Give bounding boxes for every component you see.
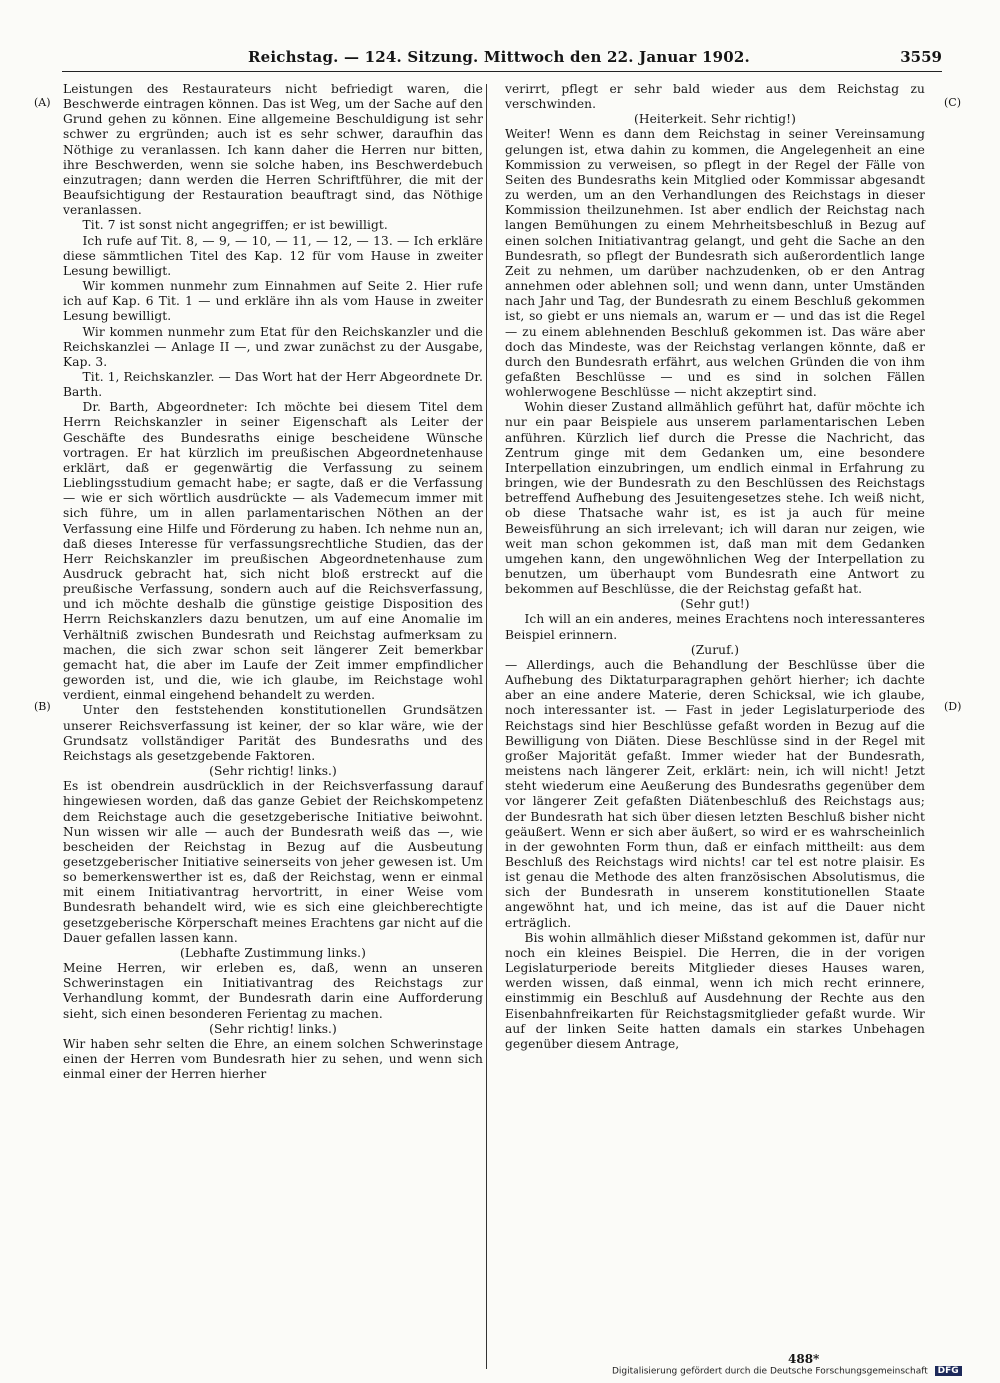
interjection: (Sehr richtig! links.) [209, 764, 337, 779]
paragraph: Ich will an ein anderes, meines Erachtens noch interessanteres Beispiel erinnern. [505, 612, 925, 642]
paragraph: Wir kommen nunmehr zum Etat für den Reichskanzler und die Reichskanzlei — Anlage II —, und zwar zunächst zu der Ausgabe, Kap. 3. [63, 324, 483, 369]
paragraph: verirrt, pflegt er sehr bald wieder aus dem Reichstag zu verschwinden. [505, 82, 925, 112]
column-divider [486, 84, 487, 1369]
margin-marker-d: (D) [944, 700, 962, 713]
interjection: (Zuruf.) [690, 642, 740, 657]
credit-text: Digitalisierung gefördert durch die Deutsche Forschungsgemeinschaft [612, 1366, 928, 1377]
page-number: 3559 [900, 48, 942, 66]
interjection: (Sehr richtig! links.) [209, 1021, 337, 1036]
header-rule [62, 71, 942, 72]
paragraph: Tit. 7 ist sonst nicht angegriffen; er ist bewilligt. [82, 218, 388, 233]
paragraph: Tit. 1, Reichskanzler. — Das Wort hat der Herr Abgeordnete Dr. Barth. [63, 369, 483, 400]
running-header [62, 48, 942, 70]
interjection: (Lebhafte Zustimmung links.) [179, 945, 367, 960]
interjection: (Sehr gut!) [680, 597, 750, 612]
digitization-credit [612, 1366, 962, 1377]
paragraph: Weiter! Wenn es dann dem Reichstag in seiner Vereinsamung gelungen ist, etwa dahin zu kommen, die Angelegenheit an eine Kommission zu verweisen, so pflegt in der Regel der Fälle von Seiten des Bundesraths kein Mitglied oder Kommissar abgesandt zu werden, um an den Verhandlungen des Reichstags in dieser Kommission theilzunehmen. Ist aber endlich der Reichstag nach langen Bemühungen zu einem Mehrheitsbeschluß in Bezug auf einen solchen Initiativantrag gelangt, und geht die Sache an den Bundesrath, so pflegt der Bundesrath sich außerordentlich lange Zeit zu nehmen, um darüber nachzudenken, ob er den Antrag annehmen oder ablehnen soll; und wenn dann, unter Umständen nach Jahr und Tag, der Bundesrath zu einem Beschluß gekommen ist, so giebt er uns niemals an, warum er — und das ist die Regel — zu einem ablehnenden Beschluß gekommen ist. Das wäre aber doch das Mindeste, was der Reichstag verlangen könnte, daß er durch den Bundesrath erfährt, aus welchen Gründen die von ihm gefaßten Beschlüsse — und es sind in solchen Fällen wohlerwogene Beschlüsse — nicht akzeptirt sind. [505, 127, 925, 400]
right-column [505, 82, 925, 1052]
paragraph: Meine Herren, wir erleben es, daß, wenn an unseren Schwerinstagen ein Initiativantrag des Reichstags zur Verhandlung kommt, der Bundesrath darin eine Aufforderung sieht, sich einen besonderen Ferientag zu machen. [63, 961, 483, 1021]
dfg-logo: DFG [935, 1366, 962, 1376]
paragraph: Wir kommen nunmehr zum Einnahmen auf Seite 2. Hier rufe ich auf Kap. 6 Tit. 1 — und erkläre ihn als vom Hause in zweiter Lesung bewilligt. [63, 279, 483, 324]
paragraph: Es ist obendrein ausdrücklich in der Reichsverfassung darauf hingewiesen worden, daß das ganze Gebiet der Reichskompetenz dem Reichstage auch die gesetzgeberische Initiative beiwohnt. Nun wissen wir alle — auch der Bundesrath weiß das —, wie bescheiden der Reichstag in Bezug auf die Ausbeutung gesetzgeberischer Initiative seinerseits von jeher gewesen ist. Um so bemerkenswerther ist es, daß der Reichstag, wenn er einmal mit einem Initiativantrag hervortritt, in einer Weise vom Bundesrath behandelt wird, wie es sich eine gleichberechtigte gesetzgeberische Körperschaft meines Erachtens gar nicht auf die Dauer gefallen lassen kann. [63, 779, 483, 945]
paragraph: Ich rufe auf Tit. 8, — 9, — 10, — 11, — 12, — 13. — Ich erkläre diese sämmtlichen Titel des Kap. 12 für vom Hause in zweiter Lesung bewilligt. [63, 233, 483, 278]
left-column [63, 82, 483, 1082]
margin-marker-a: (A) [34, 96, 51, 109]
paragraph: Bis wohin allmählich dieser Mißstand gekommen ist, dafür nur noch ein kleines Beispiel. Die Herren, die in der vorigen Legislaturperiode bereits Mitglieder dieses Hauses waren, werden wissen, daß einmal, wenn ich mich recht erinnere, einstimmig ein Beschluß auf Ausdehnung der Rechte aus den Eisenbahnfreikarten für Reichstagsmitglieder gefaßt wurde. Wir auf der linken Seite hatten damals ein starkes Unbehagen gegenüber diesem Antrage, [505, 930, 925, 1051]
paragraph: Dr. Barth, Abgeordneter: Ich möchte bei diesem Titel dem Herrn Reichskanzler in seiner Eigenschaft als Leiter der Geschäfte des Bundesraths einige bescheidene Wünsche vortragen. Er hat kürzlich im preußischen Abgeordnetenhause erklärt, daß er gegenwärtig die Verfassung zu seinem Lieblingsstudium gemacht habe; er sagte, daß er die Verfassung — wie er sich wörtlich ausdrückte — als Vademecum immer mit sich führe, um in allen parlamentarischen Nöthen an der Verfassung eine Hilfe und Förderung zu haben. Ich nehme nun an, daß dieses Interesse für verfassungsrechtliche Studien, das der Herr Reichskanzler im preußischen Abgeordnetenhause zum Ausdruck gebracht hat, sich nicht bloß erstreckt auf die preußische Verfassung, sondern auch auf die Reichsverfassung, und ich möchte deshalb die günstige geistige Disposition des Herrn Reichskanzlers dazu benutzen, um auf eine Anomalie im Verhältniß zwischen Bundesrath und Reichstag aufmerksam zu machen, die sich zwar schon seit längerer Zeit bemerkbar gemacht hat, die aber im Laufe der Zeit immer empfindlicher geworden ist, und die, wie ich glaube, im Reichstage wohl verdient, einmal eingehend behandelt zu werden. [63, 400, 483, 703]
margin-marker-b: (B) [34, 700, 51, 713]
sheet-signature: 488* [788, 1352, 820, 1366]
header-title: Reichstag. — 124. Sitzung. Mittwoch den 22. Januar 1902. [248, 48, 750, 66]
paragraph: Leistungen des Restaurateurs nicht befriedigt waren, die Beschwerde eintragen können. Das ist Weg, um der Sache auf den Grund gehen zu können. Eine allgemeine Beschuldigung ist sehr schwer zu ergründen; auch ist es sehr schwer, daraufhin das Nöthige zu veranlassen. Ich kann daher die Herren nur bitten, ihre Beschwerden, wenn sie solche haben, ins Beschwerdebuch einzutragen; dann werden die Herren Schriftführer, die mit der Beaufsichtigung der Restauration beauftragt sind, das Nöthige veranlassen. [63, 82, 483, 218]
interjection: (Heiterkeit. Sehr richtig!) [633, 112, 797, 127]
paragraph: Unter den feststehenden konstitutionellen Grundsätzen unserer Reichsverfassung ist keiner, der so klar wäre, wie der Grundsatz vollständiger Parität des Bundesraths und des Reichstags als gesetzgebende Faktoren. [63, 703, 483, 763]
paragraph: Wohin dieser Zustand allmählich geführt hat, dafür möchte ich nur ein paar Beispiele aus unserem parlamentarischen Leben anführen. Kürzlich lief durch die Presse die Nachricht, das Zentrum ginge mit dem Gedanken um, eine besondere Interpellation einzubringen, um endlich einmal in Erfahrung zu bringen, wie der Bundesrath zu den Beschlüssen des Reichstags betreffend Aufhebung des Jesuitengesetzes stehe. Ich weiß nicht, ob diese Thatsache wahr ist, es ist ja auch für meine Beweisführung an sich irrelevant; ich will daran nur zeigen, wie weit man schon gekommen ist, daß man mit dem Gedanken umgehen kann, den ungewöhnlichen Weg der Interpellation zu benutzen, um überhaupt vom Bundesrath eine Antwort zu bekommen auf Beschlüsse, die der Reichstag gefaßt hat. [505, 400, 925, 597]
paragraph: Wir haben sehr selten die Ehre, an einem solchen Schwerinstage einen der Herren vom Bundesrath hier zu sehen, und wenn sich einmal einer der Herren hierher [63, 1036, 483, 1082]
margin-marker-c: (C) [944, 96, 961, 109]
paragraph: — Allerdings, auch die Behandlung der Beschlüsse über die Aufhebung des Diktaturparagraphen gehört hierher; ich dachte aber an eine andere Materie, deren Schicksal, wie ich glaube, noch interessanter ist. — Fast in jeder Legislaturperiode des Reichstags sind hier Beschlüsse gefaßt worden in Bezug auf die Bewilligung von Diäten. Diese Beschlüsse sind in der Regel mit großer Majorität gefaßt. Immer wieder hat der Bundesrath, meistens nach längerer Zeit, erklärt: nein, ich will nicht! Jetzt steht wiederum eine Aeußerung des Bundesraths gegenüber dem vor längerer Zeit gefaßten Diätenbeschluß des Reichstags aus; der Bundesrath hat sich über diesen letzten Beschluß bisher nicht geäußert. Wenn er sich aber äußert, so wird er es wahrscheinlich in der gewohnten Form thun, daß er einfach mittheilt: aus dem Beschluß des Reichstags wird nichts! car tel est notre plaisir. Es ist genau die Methode des alten französischen Absolutismus, die sich der Bundesrath in unserem konstitutionellen Staate angewöhnt hat, und ich meine, das ist auf die Dauer nicht erträglich. [505, 657, 925, 930]
